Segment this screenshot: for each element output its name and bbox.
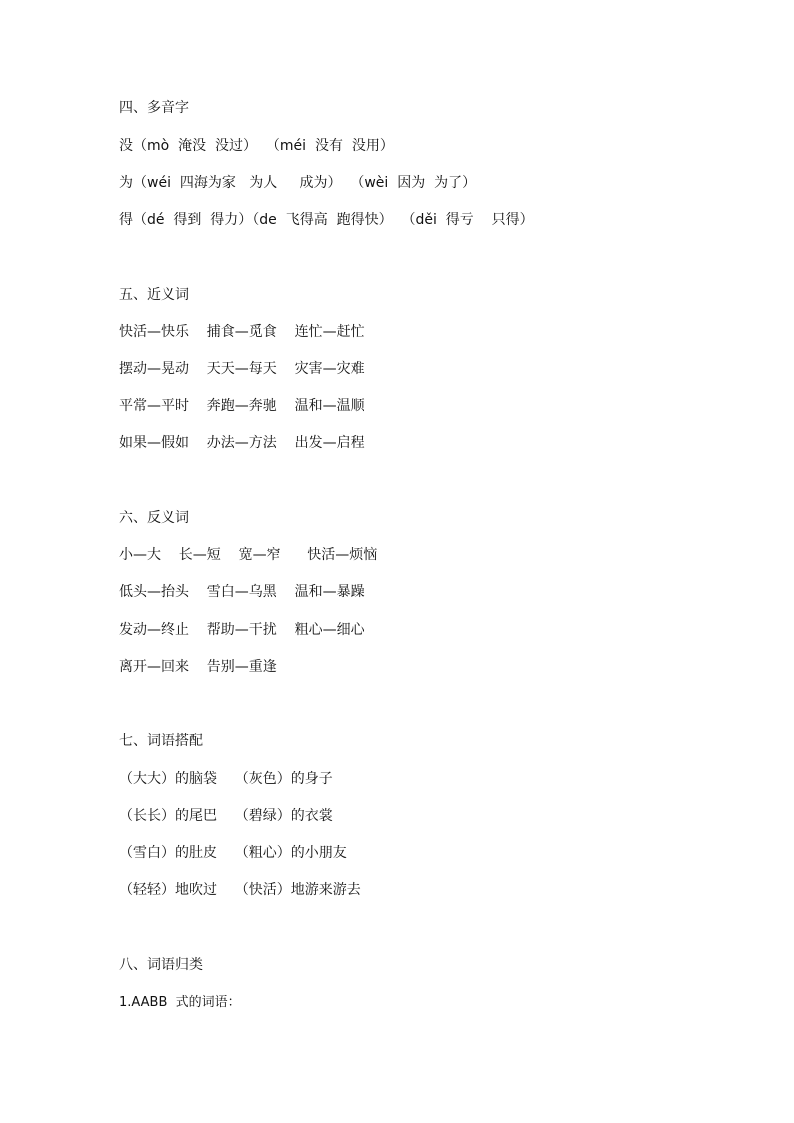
collocation-line: （大大）的脑袋 （灰色）的身子 [119,771,333,787]
antonyms-line: 发动—终止 帮助—干扰 粗心—细心 [119,622,365,638]
polyphonic-line-de: 得（dé 得到 得力）（de 飞得高 跑得快） （děi 得亏 只得） [119,212,534,228]
synonyms-line: 摆动—晃动 天天—每天 灾害—灾难 [119,361,365,377]
section-title-collocation: 七、词语搭配 [119,733,203,749]
section-title-classification: 八、词语归类 [119,957,203,973]
antonyms-line: 低头—抬头 雪白—乌黑 温和—暴躁 [119,584,365,600]
synonyms-line: 平常—平时 奔跑—奔驰 温和—温顺 [119,398,365,414]
section-title-synonyms: 五、近义词 [119,287,189,303]
section-title-polyphonic: 四、多音字 [119,100,189,116]
antonyms-line: 小—大 长—短 宽—窄 快活—烦恼 [119,547,378,563]
classification-item-aabb: 1.AABB 式的词语： [119,995,241,1010]
collocation-line: （轻轻）地吹过 （快活）地游来游去 [119,882,361,898]
collocation-line: （雪白）的肚皮 （粗心）的小朋友 [119,845,347,861]
polyphonic-line-wei: 为（wéi 四海为家 为人 成为） （wèi 因为 为了） [119,175,477,191]
antonyms-line: 离开—回来 告别—重逢 [119,659,277,675]
section-title-antonyms: 六、反义词 [119,510,189,526]
synonyms-line: 快活—快乐 捕食—觅食 连忙—赶忙 [119,324,365,340]
collocation-line: （长长）的尾巴 （碧绿）的衣裳 [119,808,333,824]
polyphonic-line-mei: 没（mò 淹没 没过） （méi 没有 没用） [119,138,394,154]
synonyms-line: 如果—假如 办法—方法 出发—启程 [119,435,365,451]
